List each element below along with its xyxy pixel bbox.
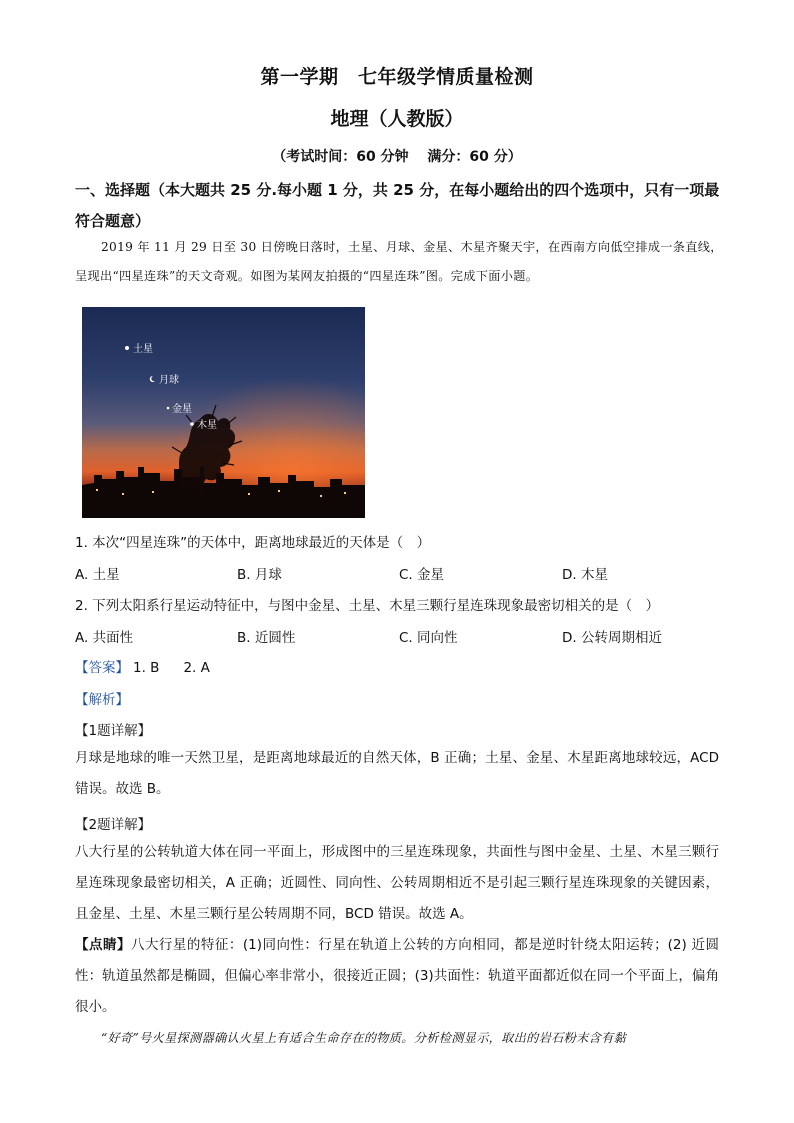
q1-option-b: B. 月球 [237, 567, 282, 583]
tip-tag: 【点睛】 [75, 937, 131, 953]
answer-2: 2. A [183, 660, 210, 676]
four-planets-photo [82, 307, 365, 518]
exam-title: 第一学期 七年级学情质量检测 [260, 66, 534, 88]
answer-line [75, 656, 735, 676]
q1-detail-text: 月球是地球的唯一天然卫星，是距离地球最近的自然天体，B 正确；土星、金星、木星距离地球较远，ACD 错误。故选 B。 [75, 750, 719, 797]
q1-detail-heading: 【1题详解】 [75, 723, 152, 739]
answer-tag: 【答案】 [75, 660, 129, 676]
section-heading: 一、选择题（本大题共 25 分.每小题 1 分，共 25 分，在每小题给出的四个选项中，只有一项最符合题意） [75, 181, 720, 230]
analysis-tag: 【解析】 [75, 692, 129, 708]
sky-photo-illustration [82, 307, 365, 518]
tip-block [75, 930, 719, 1023]
q2-detail-heading: 【2题详解】 [75, 817, 152, 833]
q1-option-c: C. 金星 [399, 567, 445, 583]
saturn-dot [125, 346, 129, 350]
label-moon: 月球 [159, 375, 179, 386]
q2-option-b: B. 近圆性 [237, 630, 296, 646]
q1-option-a: A. 土星 [75, 567, 120, 583]
q2-option-a: A. 共面性 [75, 630, 134, 646]
question-2-stem: 2. 下列太阳系行星运动特征中，与图中金星、土星、木星三颗行星连珠现象最密切相关的是（ ） [75, 598, 660, 614]
jupiter-dot [190, 422, 194, 426]
passage-four-planets: 2019 年 11 月 29 日至 30 日傍晚日落时，土星、月球、金星、木星齐聚天宇，在西南方向低空排成一条直线，呈现出“四星连珠”的天文奇观。如图为某网友拍摄的“四星连珠”图。完成下面小题。 [75, 240, 723, 283]
question-1-stem: 1. 本次“四星连珠”的天体中，距离地球最近的天体是（ ） [75, 535, 431, 551]
tip-text: 八大行星的特征：(1)同向性：行星在轨道上公转的方向相同，都是逆时针绕太阳运转；(2) 近圆性：轨道虽然都是椭圆，但偏心率非常小，很接近正圆；(3)共面性：轨道平面都近似在同一个平面上，偏角很小。 [75, 937, 719, 1015]
q2-detail-text: 八大行星的公转轨道大体在同一平面上，形成图中的三星连珠现象，共面性与图中金星、土星、木星三颗行星连珠现象最密切相关，A 正确；近圆性、同向性、公转周期相近不是引起三颗行星连珠现象的关键因素，且金星、土星、木星三颗行星公转周期不同，BCD 错误。故选 A。 [75, 844, 719, 922]
tree-trunk [200, 467, 204, 497]
label-venus: 金星 [172, 404, 192, 415]
q2-option-c: C. 同向性 [399, 630, 458, 646]
label-jupiter: 木星 [197, 420, 217, 431]
venus-dot [167, 407, 170, 410]
next-passage: “好奇”号火星探测器确认火星上有适合生命存在的物质。分析检测显示，取出的岩石粉末含有黏 [101, 1031, 627, 1045]
exam-subject: 地理（人教版） [330, 108, 464, 130]
question-1-options [75, 563, 735, 587]
q2-option-d: D. 公转周期相近 [562, 630, 662, 646]
answer-1: 1. B [133, 660, 160, 676]
label-saturn: 土星 [133, 344, 153, 355]
exam-info: （考试时间：60 分钟 满分：60 分） [272, 149, 522, 165]
analysis-line [75, 688, 735, 708]
q1-option-d: D. 木星 [562, 567, 608, 583]
question-2-options [75, 626, 735, 650]
